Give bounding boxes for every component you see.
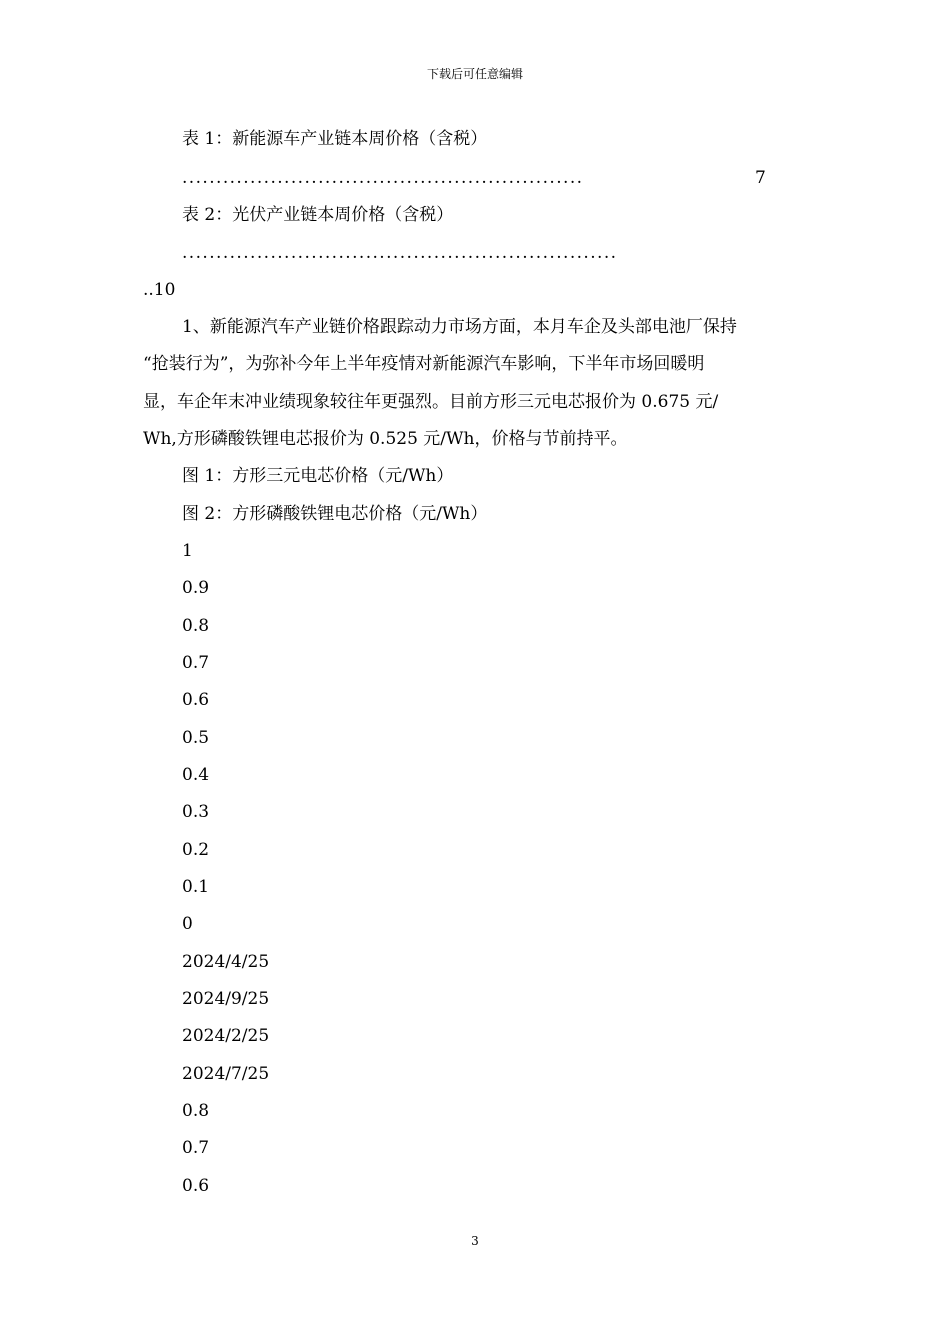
figure-caption: 图 1：方形三元电芯价格（元/Wh） xyxy=(182,466,454,486)
page-number: 3 xyxy=(471,1234,479,1248)
value-line: 0 xyxy=(182,914,193,934)
toc-leader-dots: ................................................................ xyxy=(182,243,618,263)
value-line: 0.2 xyxy=(182,840,210,860)
value-line: 0.1 xyxy=(182,877,210,897)
value-line: 0.5 xyxy=(182,728,210,748)
paragraph-line: 1、新能源汽车产业链价格跟踪动力市场方面，本月车企及头部电池厂保持 xyxy=(182,317,737,337)
page-header: 下载后可任意编辑 xyxy=(426,67,523,81)
value-line: 0.6 xyxy=(182,1176,210,1196)
value-line: 1 xyxy=(182,541,193,561)
value-line: 0.7 xyxy=(182,653,210,673)
toc-entry-title: 表 2：光伏产业链本周价格（含税） xyxy=(182,205,454,225)
value-line: 0.6 xyxy=(182,690,210,710)
figure-caption: 图 2：方形磷酸铁锂电芯价格（元/Wh） xyxy=(182,504,488,524)
paragraph-line: “抢装行为”，为弥补今年上半年疫情对新能源汽车影响，下半年市场回暖明 xyxy=(143,354,705,374)
value-line: 2024/7/25 xyxy=(182,1064,270,1084)
toc-page-number: 7 xyxy=(755,168,766,188)
value-line: 0.3 xyxy=(182,802,210,822)
toc-leader-dots: ........................................................... xyxy=(182,168,584,188)
value-line: 2024/4/25 xyxy=(182,952,270,972)
value-line: 0.4 xyxy=(182,765,210,785)
value-line: 0.9 xyxy=(182,578,210,598)
toc-page-number: ..10 xyxy=(143,280,176,300)
paragraph-line: Wh,方形磷酸铁锂电芯报价为 0.525 元/Wh，价格与节前持平。 xyxy=(143,429,628,449)
value-line: 0.7 xyxy=(182,1138,210,1158)
value-line: 2024/2/25 xyxy=(182,1026,270,1046)
toc-entry-title: 表 1：新能源车产业链本周价格（含税） xyxy=(182,129,488,149)
value-line: 0.8 xyxy=(182,1101,210,1121)
value-line: 0.8 xyxy=(182,616,210,636)
paragraph-line: 显，车企年末冲业绩现象较往年更强烈。目前方形三元电芯报价为 0.675 元/ xyxy=(143,392,719,412)
value-line: 2024/9/25 xyxy=(182,989,270,1009)
